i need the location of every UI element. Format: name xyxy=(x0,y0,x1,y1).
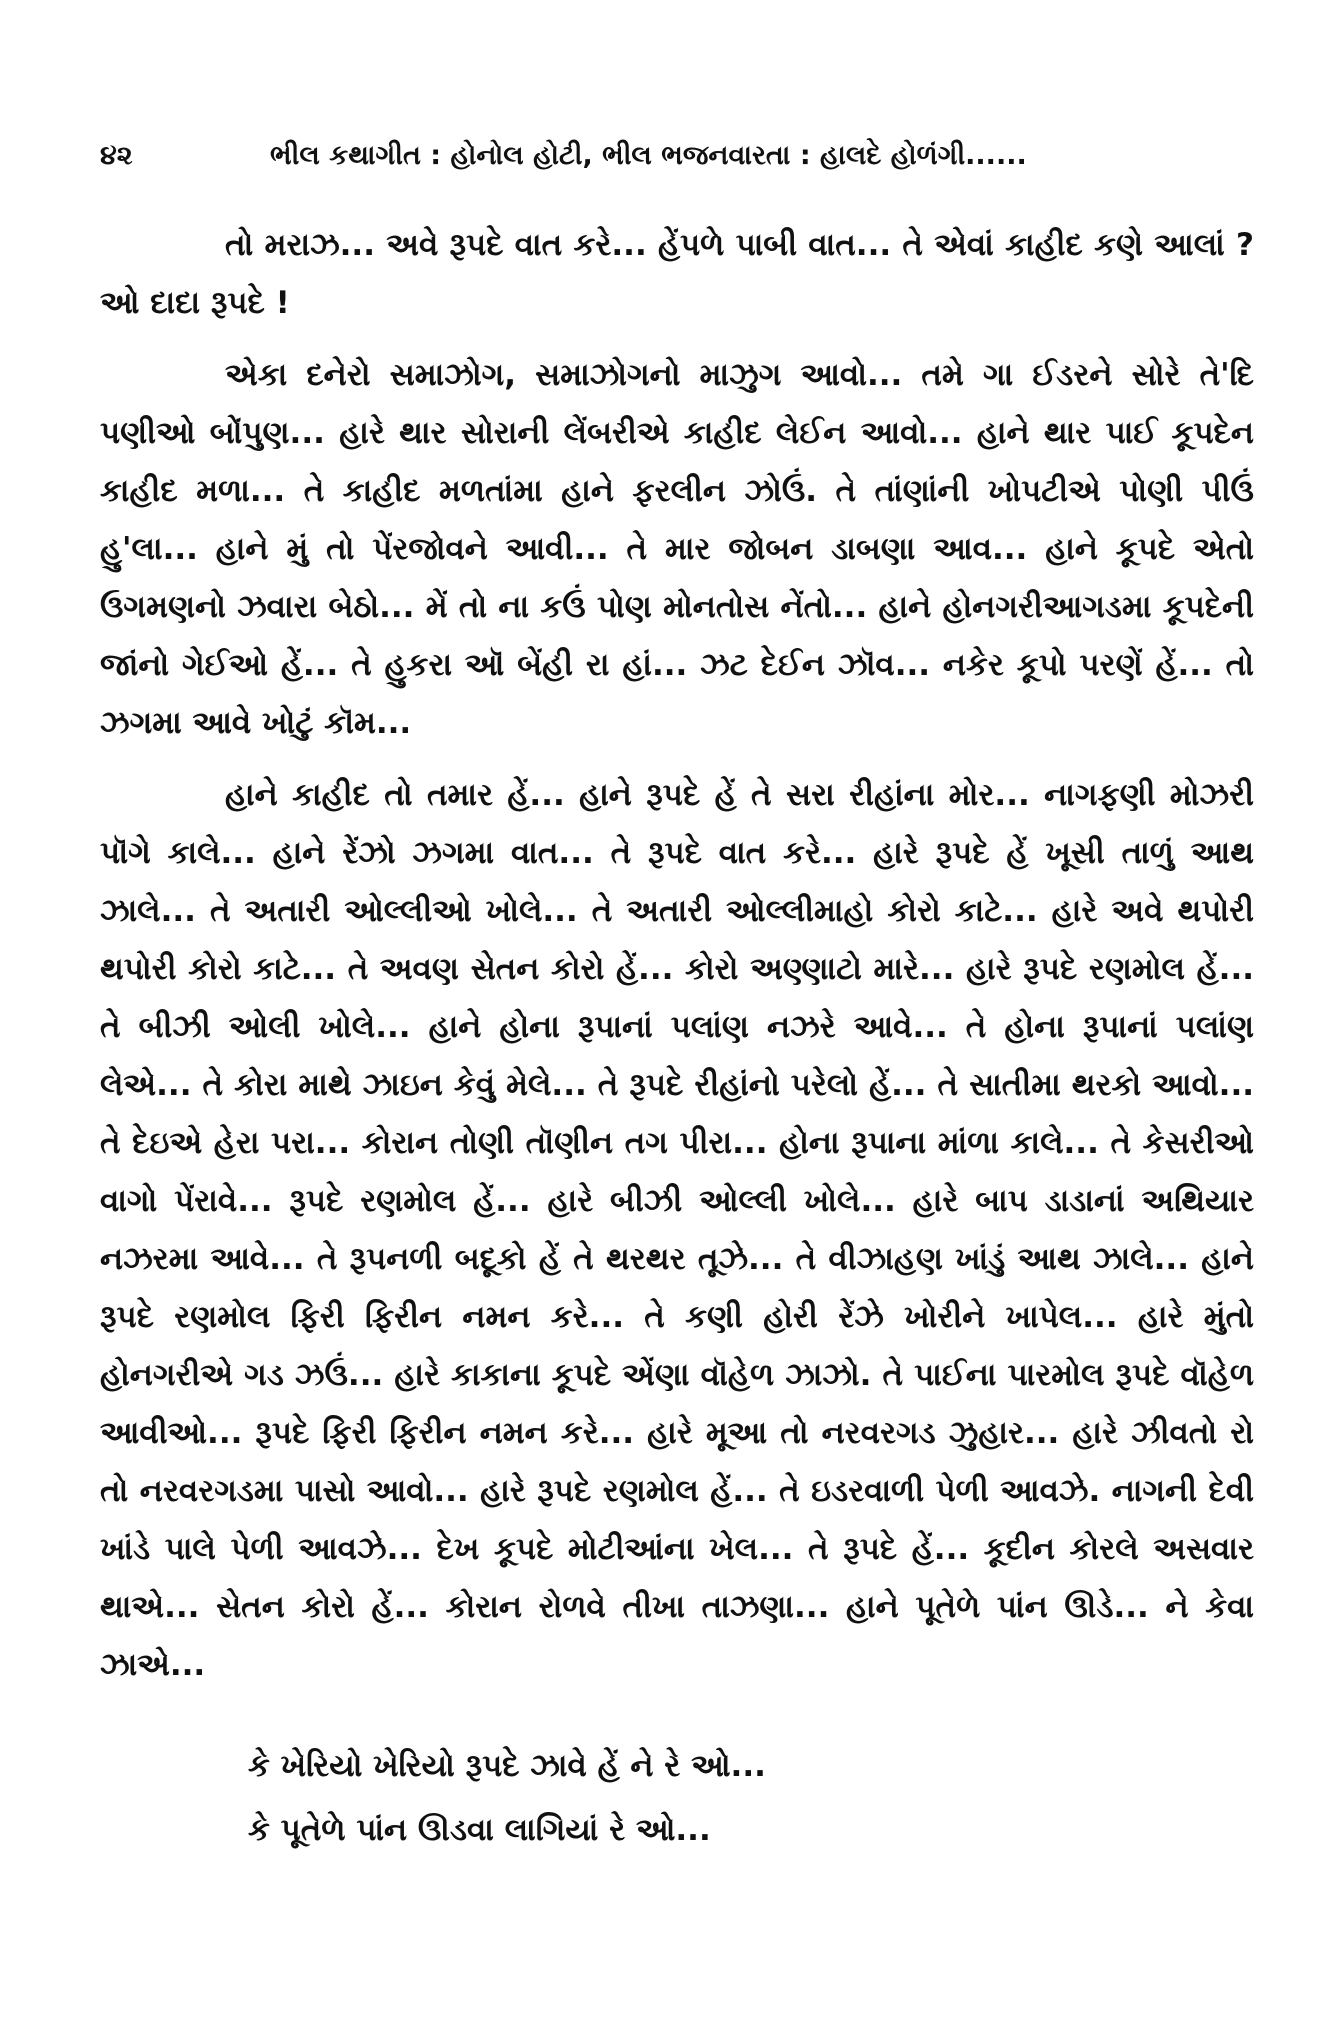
verse-line-1: કે ખેરિયો ખેરિયો રૂપદે ઝાવે હેં ને રે ઓ... xyxy=(248,1748,766,1784)
body-text xyxy=(100,216,1254,1694)
verse-block xyxy=(100,1734,1254,1862)
running-head: ભીલ કથાગીત : હોનોલ હોટી, ભીલ ભજનવારતા : હાલદે હોળંગી...... xyxy=(270,140,1027,171)
page-header xyxy=(100,140,1254,172)
page-number: ૪૨ xyxy=(100,140,133,171)
paragraph-3: હાને કાહીદ તો તમાર હેં... હાને રૂપદે હેં તે સરા રીહાંના મોર... નાગફણી મોઝરી પૉગે કાલે... હાને રેંઝો ઝગમા વાત... તે રૂપદે વાત કરે... હારે રૂપદે હેં ખૂસી તાળું આથ ઝાલે... તે અતારી ઓલ્લીઓ ખોલે... તે અતારી ઓલ્લીમાહો કોરો કાટે... હારે અવે થપોરી થપોરી કોરો કાટે... તે અવણ સેતન કોરો હેં... કોરો અણ્ણાટો મારે... હારે રૂપદે રણમોલ હેં... તે બીઝી ઓલી ખોલે... હાને હોના રૂપાનાં પલાંણ નઝરે આવે... તે હોના રૂપાનાં પલાંણ લેએ... તે કોરા માથે ઝાઇન કેવું મેલે... તે રૂપદે રીહાંનો પરેલો હેં... તે સાતીમા થરકો આવો... તે દેઇએ હેરા પરા... કોરાન તોણી તૉણીન તગ પીરા... હોના રૂપાના માંળા કાલે... તે કેસરીઓ વાગો પેંરાવે... રૂપદે રણમોલ હેં... હારે બીઝી ઓલ્લી ખોલે... હારે બાપ ડાડાનાં અથિયાર નઝરમા આવે... તે રૂપનળી બદૂકો હેં તે થરથર તૂઝે... તે વીઝાહણ ખાંડું આથ ઝાલે... હાને રૂપદે રણમોલ ફિરી ફિરીન નમન કરે... તે કણી હોરી રેંઝે ખોરીને ખાપેલ... હારે મુંતો હોનગરીએ ગડ ઝઉં... હારે કાકાના કૂપદે એંણા વૉહેળ ઝાઝો. તે પાઈના પારમોલ રૂપદે વૉહેળ આવીઓ... રૂપદે ફિરી ફિરીન નમન કરે... હારે મૂઆ તો નરવરગડ ઝુહાર... હારે ઝીવતો રો તો નરવરગડમા પાસો આવો... હારે રૂપદે રણમોલ હેં... તે ઇડરવાળી પેળી આવઝે. નાગની દેવી ખાંડે પાલે પેળી આવઝે... દેખ કૂપદે મોટીઆંના ખેલ... તે રૂપદે હેં... કૂદીન કોરલે અસવાર થાએ... સેતન કોરો હેં... કોરાન રોળવે તીખા તાઝણા... હાને પૂતેળે પાંન ઊડે... ને કેવા ઝાએ... xyxy=(100,777,1254,1683)
paragraph-2: એકા દનેરો સમાઝોગ, સમાઝોગનો માઝુગ આવો... તમે ગા ઈડરને સોરે તે'દિ પણીઓ બોંપુણ... હારે થાર સોરાની લેંબરીએ કાહીદ લેઈન આવો... હાને થાર પાઈ કૂપદેન કાહીદ મળા... તે કાહીદ મળતાંમા હાને ફરલીન ઝોઉં. તે તાંણાંની ખોપટીએ પોણી પીઉં હુ'લા... હાને મું તો પેંરજોવને આવી... તે માર જોબન ડાબણા આવ... હાને કૂપદે એતો ઉગમણનો ઝવારા બેઠો... મેં તો ના કઉં પોણ મોનતોસ નેંતો... હાને હોનગરીઆગડમા કૂપદેની જાંનો ગેઈઓ હેં... તે હુકરા ઑ બેંહી રા હાં... ઝટ દેઈન ઝૉવ... નકેર કૂપો પરણેં હેં... તો ઝગમા આવે ખોટું કૉમ... xyxy=(100,357,1254,741)
verse-line-2: કે પૂતેળે પાંન ઊડવા લાગિયાં રે ઓ... xyxy=(248,1812,711,1848)
paragraph-1: તો મરાઝ... અવે રૂપદે વાત કરે... હેંપળે પાબી વાત... તે એવાં કાહીદ કણે આલાં ? ઓ દાદા રૂપદે ! xyxy=(100,227,1254,321)
